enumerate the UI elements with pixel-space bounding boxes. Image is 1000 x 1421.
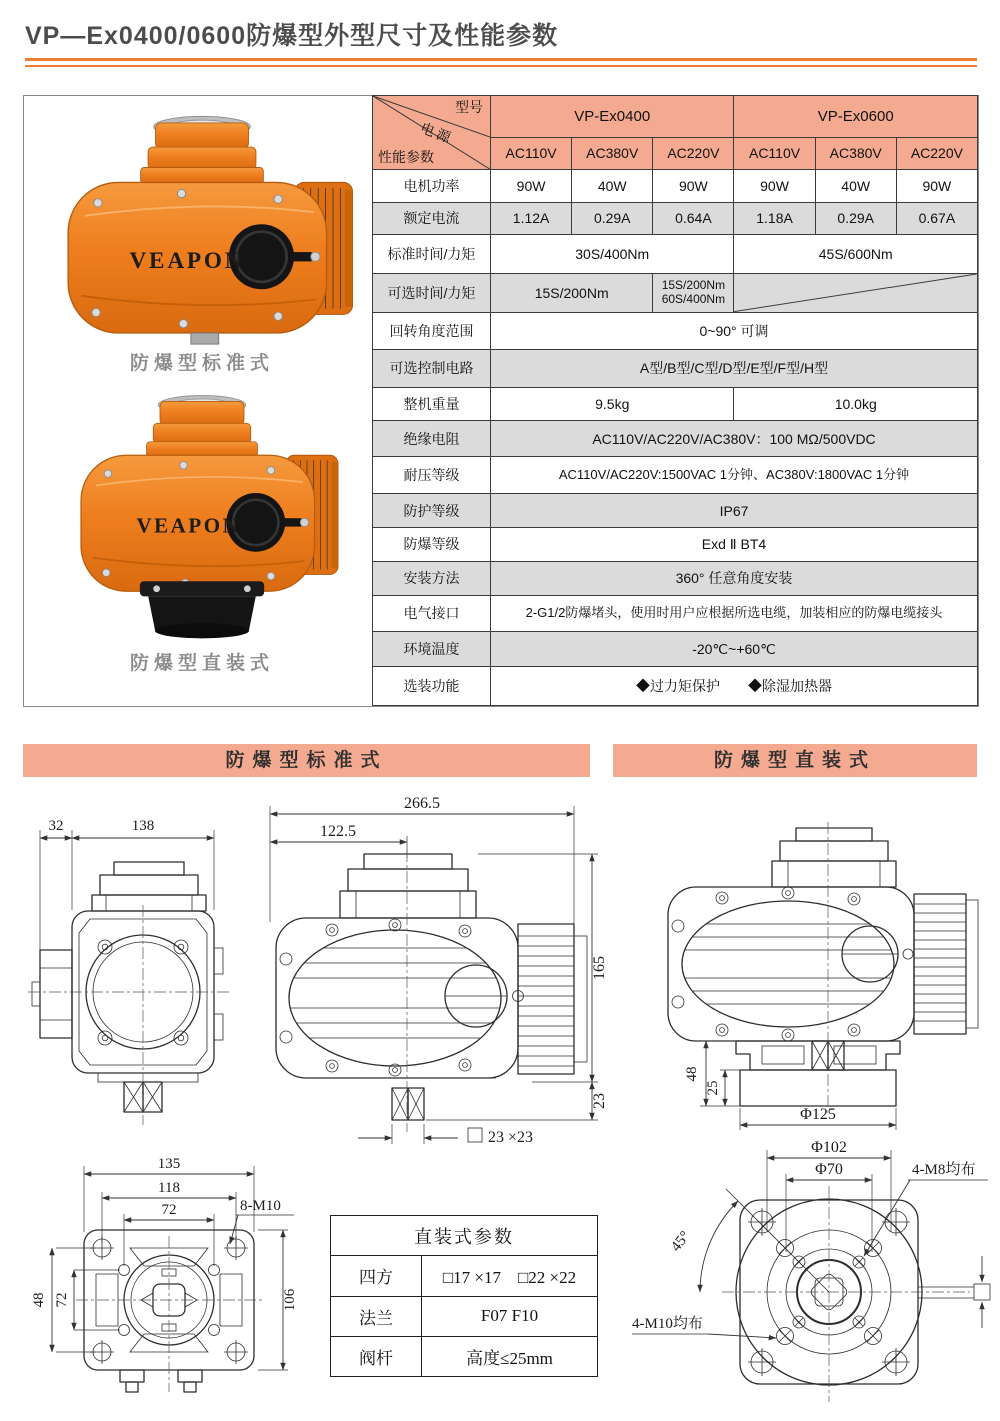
cell: 0~90° 可调 <box>491 312 978 350</box>
cell: 90W <box>491 170 572 203</box>
cell: Exd Ⅱ BT4 <box>491 528 978 562</box>
dim-phi125: Φ125 <box>800 1106 836 1123</box>
table-row <box>373 631 978 667</box>
cell: 45S/600Nm <box>734 235 978 274</box>
corner-label-power: 电源 <box>418 119 456 147</box>
row-label: 标准时间/力矩 <box>373 235 491 274</box>
dim-phi70: Φ70 <box>815 1161 843 1178</box>
note-23x23: 23 ×23 <box>488 1129 534 1146</box>
drawing-standard-bottom <box>26 1152 318 1418</box>
dim-72-top: 72 <box>161 1202 177 1218</box>
product-photo-direct <box>44 388 360 640</box>
params-label: 四方 <box>331 1256 422 1296</box>
label-4-m8: 4-M8均布 <box>912 1162 976 1178</box>
cell: 360° 任意角度安装 <box>491 561 978 596</box>
voltage-header: AC110V <box>491 137 572 170</box>
cell: -20℃~+60℃ <box>491 631 978 667</box>
row-label: 整机重量 <box>373 387 491 421</box>
dim-135: 135 <box>157 1156 181 1172</box>
product-photo-standard <box>44 108 360 346</box>
label-45-deg: 45° <box>668 1228 694 1255</box>
dim-106: 106 <box>282 1288 298 1312</box>
voltage-header: AC220V <box>653 137 734 170</box>
direct-params-table <box>330 1215 598 1377</box>
cell: 10.0kg <box>734 387 978 421</box>
dim-25: 25 <box>705 1080 721 1096</box>
cell: 15S/200Nm <box>491 273 653 312</box>
caption-standard: 防爆型标准式 <box>129 353 274 374</box>
row-label: 可选时间/力矩 <box>373 273 491 312</box>
table-row <box>373 494 978 528</box>
params-value: F07 F10 <box>422 1296 598 1336</box>
row-label: 可选控制电路 <box>373 350 491 388</box>
cell: AC110V/AC220V/AC380V：100 MΩ/500VDC <box>491 421 978 457</box>
cell: 90W <box>734 170 815 203</box>
table-row <box>373 235 978 274</box>
cell: 30S/400Nm <box>491 235 734 274</box>
table-row <box>373 596 978 632</box>
page-title: VP—Ex0400/0600防爆型外型尺寸及性能参数 <box>25 22 559 50</box>
row-label: 电机功率 <box>373 170 491 203</box>
cell: 90W <box>896 170 977 203</box>
table-row <box>373 312 978 350</box>
table-row <box>373 170 978 203</box>
row-label: 防爆等级 <box>373 528 491 562</box>
cell: 40W <box>815 170 896 203</box>
cell: 1.12A <box>491 202 572 235</box>
dim-72-left: 72 <box>54 1292 70 1308</box>
cell: 90W <box>653 170 734 203</box>
cell: 0.64A <box>653 202 734 235</box>
cell: 1.18A <box>734 202 815 235</box>
table-row <box>373 202 978 235</box>
row-label: 耐压等级 <box>373 456 491 494</box>
model-header-ex0600: VP-Ex0600 <box>734 96 978 138</box>
drawing-direct-bottom <box>630 1140 1000 1421</box>
cell: 0.67A <box>896 202 977 235</box>
voltage-header: AC380V <box>572 137 653 170</box>
table-row <box>373 350 978 388</box>
cell: 2-G1/2防爆堵头，使用时用户应根据所选电缆，加装相应的防爆电缆接头 <box>491 596 978 632</box>
cell: 9.5kg <box>491 387 734 421</box>
table-row <box>373 528 978 562</box>
drawing-direct-side <box>624 818 1000 1144</box>
model-header-ex0400: VP-Ex0400 <box>491 96 734 138</box>
table-row <box>373 456 978 494</box>
brand-logo-standard: VEAPON <box>129 247 245 274</box>
cell: IP67 <box>491 494 978 528</box>
spec-table <box>372 95 978 706</box>
cell: 0.29A <box>815 202 896 235</box>
row-label: 回转角度范围 <box>373 312 491 350</box>
table-row <box>373 387 978 421</box>
title-divider <box>25 58 977 67</box>
params-value: 高度≤25mm <box>422 1336 598 1376</box>
table-row <box>373 273 978 312</box>
params-label: 阀杆 <box>331 1336 422 1376</box>
cell: 15S/200Nm 60S/400Nm <box>653 273 734 312</box>
corner-label-perf: 性能参数 <box>378 149 434 166</box>
label-8-m10: 8-M10 <box>240 1198 281 1214</box>
table-row <box>373 561 978 596</box>
dim-266-5: 266.5 <box>404 796 440 812</box>
banner-direct: 防爆型直装式 <box>613 744 977 777</box>
row-label: 选装功能 <box>373 667 491 706</box>
row-label: 额定电流 <box>373 202 491 235</box>
row-label: 安装方法 <box>373 561 491 596</box>
cell: 40W <box>572 170 653 203</box>
label-4-m10: 4-M10均布 <box>632 1316 703 1332</box>
row-label: 电气接口 <box>373 596 491 632</box>
dim-118: 118 <box>158 1180 180 1196</box>
dim-165: 165 <box>591 956 608 980</box>
cell: AC110V/AC220V:1500VAC 1分钟、AC380V:1800VAC 1分钟 <box>491 456 978 494</box>
brand-logo-direct: VEAPON <box>136 513 241 538</box>
dim-138: 138 <box>131 818 155 834</box>
dim-32: 32 <box>48 818 64 834</box>
cell-not-applicable <box>734 273 978 312</box>
cell: 0.29A <box>572 202 653 235</box>
cell: ◆过力矩保护 ◆除湿加热器 <box>491 667 978 706</box>
voltage-header: AC380V <box>815 137 896 170</box>
dim-23: 23 <box>591 1093 608 1109</box>
drawing-standard-front <box>26 800 236 1135</box>
caption-direct: 防爆型直装式 <box>129 653 274 674</box>
dim-phi102: Φ102 <box>811 1140 847 1156</box>
banner-standard: 防爆型标准式 <box>23 744 590 777</box>
dim-48-left: 48 <box>31 1292 47 1308</box>
voltage-header: AC220V <box>896 137 977 170</box>
corner-label-model: 型号 <box>455 99 483 115</box>
table-row <box>373 667 978 706</box>
table-row <box>373 421 978 457</box>
spec-corner-cell <box>373 96 491 170</box>
row-label: 防护等级 <box>373 494 491 528</box>
dim-122-5: 122.5 <box>320 823 356 840</box>
params-title: 直装式参数 <box>331 1216 598 1256</box>
params-value: □17 ×17 □22 ×22 <box>422 1256 598 1296</box>
drawing-standard-side <box>240 796 612 1158</box>
overview-panel <box>23 95 979 707</box>
row-label: 环境温度 <box>373 631 491 667</box>
cell: A型/B型/C型/D型/E型/F型/H型 <box>491 350 978 388</box>
params-label: 法兰 <box>331 1296 422 1336</box>
voltage-header: AC110V <box>734 137 815 170</box>
row-label: 绝缘电阻 <box>373 421 491 457</box>
dim-48: 48 <box>684 1066 700 1082</box>
